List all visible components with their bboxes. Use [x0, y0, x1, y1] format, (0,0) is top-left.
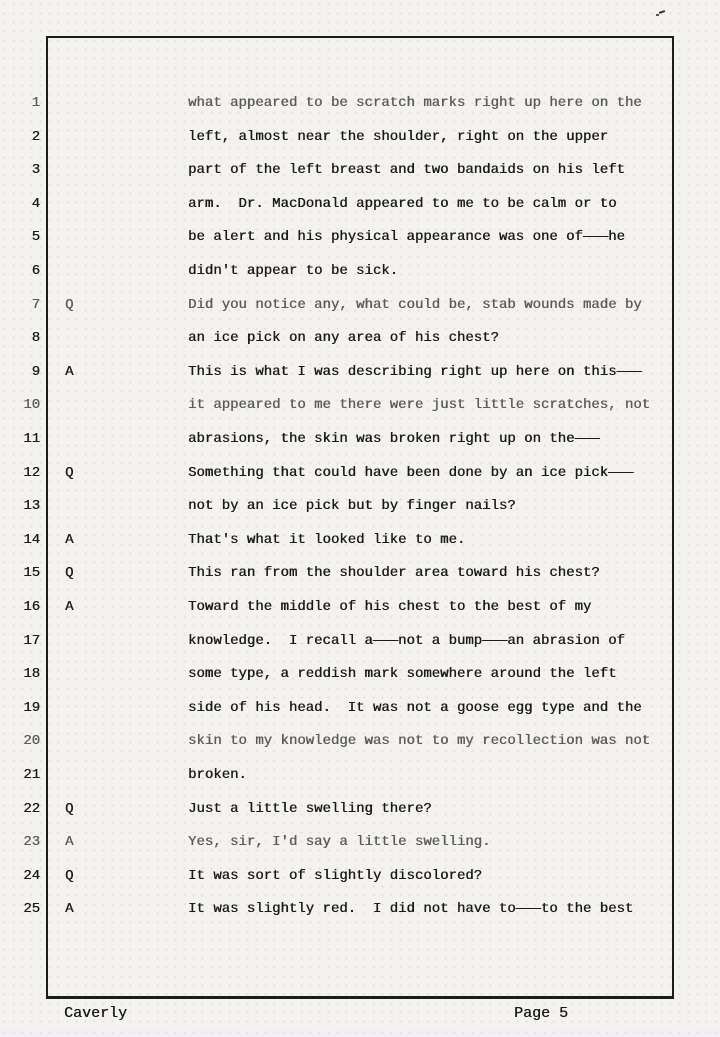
line-number: 2: [31, 128, 40, 145]
line-text: be alert and his physical appearance was one of———he: [188, 229, 625, 246]
transcript-line: [0, 328, 720, 352]
line-number: 10: [23, 397, 40, 414]
line-number: 18: [23, 666, 40, 683]
speaker-label: Q: [65, 565, 74, 582]
line-number: 25: [23, 901, 40, 918]
line-number: 22: [23, 800, 40, 817]
line-text: That's what it looked like to me.: [188, 531, 466, 548]
transcript-line: [0, 227, 720, 251]
line-text: broken.: [188, 767, 247, 783]
transcript-line: [0, 899, 720, 923]
speaker-label: A: [65, 901, 74, 918]
line-number: 4: [31, 195, 40, 212]
footer-witness-name: Caverly: [64, 1005, 128, 1022]
transcript-line: [0, 429, 720, 453]
transcript-line: [0, 127, 720, 151]
transcript-line: [0, 160, 720, 184]
transcript-line: [0, 866, 720, 890]
line-number: 15: [23, 565, 40, 582]
transcript-line: [0, 194, 720, 218]
transcript-line: [0, 261, 720, 285]
footer-page-number: Page 5: [514, 1005, 569, 1022]
line-number: 1: [31, 95, 40, 111]
transcript-line: [0, 664, 720, 688]
line-number: 11: [23, 431, 40, 447]
speaker-label: Q: [65, 800, 74, 817]
transcript-line: [0, 93, 720, 117]
transcript-line: [0, 563, 720, 587]
speaker-label: Q: [65, 296, 74, 313]
line-text: Just a little swelling there?: [188, 800, 432, 817]
line-number: 20: [23, 733, 40, 750]
line-text: not by an ice pick but by finger nails?: [188, 498, 516, 515]
transcript-line: [0, 765, 720, 789]
transcript-line: [0, 631, 720, 655]
line-text: abrasions, the skin was broken right up on the———: [188, 431, 600, 447]
line-number: 17: [23, 632, 40, 649]
line-number: 3: [31, 162, 40, 179]
line-number: 5: [31, 229, 40, 246]
scan-edge-strip: [0, 1028, 720, 1037]
speaker-label: Q: [65, 867, 74, 884]
line-number: 9: [31, 363, 40, 380]
transcript-line: [0, 731, 720, 755]
transcript-line: [0, 832, 720, 856]
line-text: This is what I was describing right up here on this———: [188, 363, 642, 380]
line-text: didn't appear to be sick.: [188, 263, 399, 279]
line-text: It was slightly red. I did not have to———to the best: [188, 901, 634, 918]
speaker-label: A: [65, 363, 74, 380]
line-number: 19: [23, 699, 40, 716]
line-text: part of the left breast and two bandaids on his left: [188, 162, 625, 179]
line-number: 8: [31, 330, 40, 347]
speaker-label: Q: [65, 464, 74, 481]
line-number: 6: [31, 263, 40, 279]
line-text: Something that could have been done by an ice pick———: [188, 464, 634, 481]
line-number: 21: [23, 767, 40, 783]
transcript-line: [0, 597, 720, 621]
speaker-label: A: [65, 599, 74, 615]
line-text: some type, a reddish mark somewhere around the left: [188, 666, 617, 683]
line-number: 7: [31, 296, 40, 313]
transcript-line: [0, 530, 720, 554]
line-text: Yes, sir, I'd say a little swelling.: [188, 834, 491, 851]
line-text: side of his head. It was not a goose egg type and the: [188, 699, 642, 716]
line-number: 14: [23, 531, 40, 548]
line-text: Toward the middle of his chest to the best of my: [188, 599, 592, 615]
line-text: it appeared to me there were just little scratches, not: [188, 397, 651, 414]
line-text: This ran from the shoulder area toward his chest?: [188, 565, 600, 582]
transcript-line: [0, 362, 720, 386]
line-number: 13: [23, 498, 40, 515]
transcript-line: [0, 496, 720, 520]
line-number: 23: [23, 834, 40, 851]
transcript-line: [0, 799, 720, 823]
speaker-label: A: [65, 531, 74, 548]
line-text: skin to my knowledge was not to my recollection was not: [188, 733, 651, 750]
line-number: 24: [23, 867, 40, 884]
transcript-line: [0, 463, 720, 487]
line-text: an ice pick on any area of his chest?: [188, 330, 499, 347]
line-number: 12: [23, 464, 40, 481]
transcript-line: [0, 295, 720, 319]
line-text: It was sort of slightly discolored?: [188, 867, 483, 884]
speaker-label: A: [65, 834, 74, 851]
line-text: Did you notice any, what could be, stab wounds made by: [188, 296, 642, 313]
line-text: arm. Dr. MacDonald appeared to me to be calm or to: [188, 195, 617, 212]
line-number: 16: [23, 599, 40, 615]
line-text: left, almost near the shoulder, right on the upper: [188, 128, 609, 145]
line-text: what appeared to be scratch marks right up here on the: [188, 95, 642, 111]
transcript-line: [0, 698, 720, 722]
line-text: knowledge. I recall a———not a bump———an abrasion of: [188, 632, 625, 649]
transcript-line: [0, 395, 720, 419]
